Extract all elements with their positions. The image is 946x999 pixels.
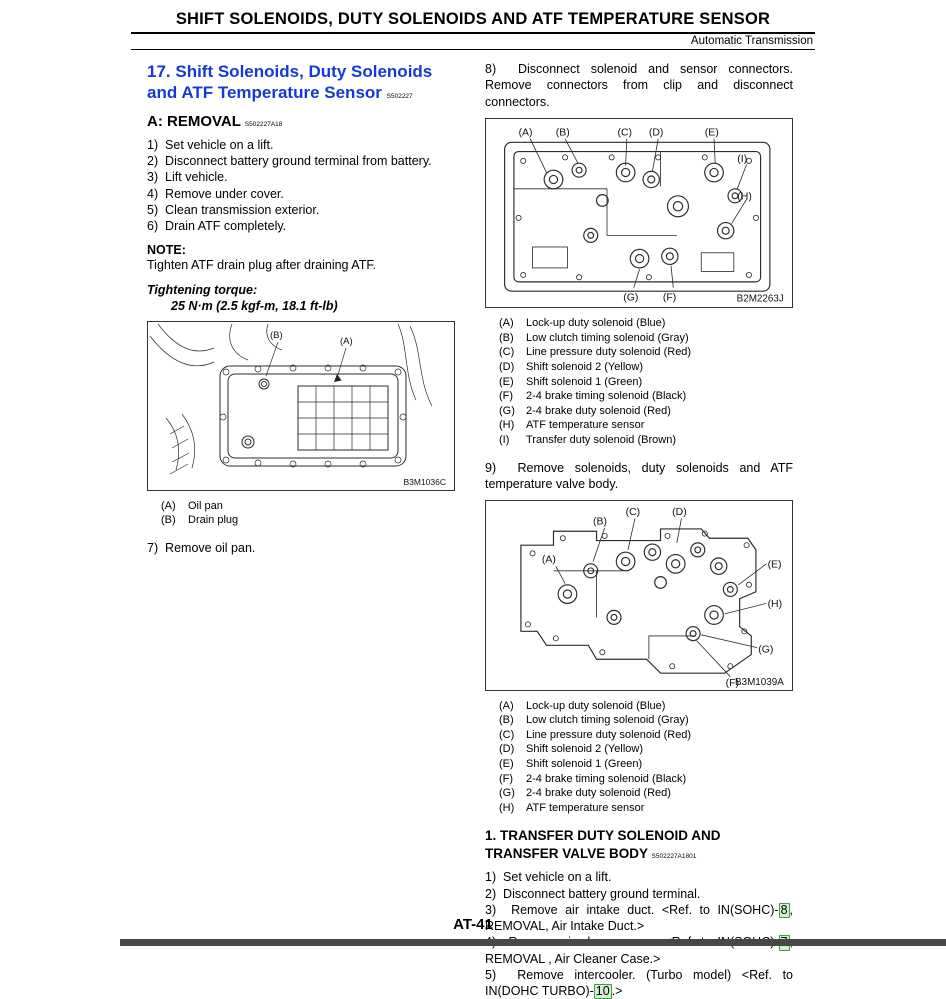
page-title: SHIFT SOLENOIDS, DUTY SOLENOIDS AND ATF TEMPERATURE SENSOR: [175, 10, 771, 28]
note-label: NOTE:: [147, 243, 186, 258]
ref-link-insohc-8[interactable]: 8: [780, 902, 788, 917]
legend-row: [499, 331, 793, 346]
legend-row: [499, 433, 793, 448]
legend-row: [499, 404, 793, 419]
legend-key: (C): [499, 346, 515, 359]
section-heading-text: 17. Shift Solenoids, Duty Solenoids and ATF Temperature Sensor: [147, 62, 433, 103]
valve-body-figure-1: [485, 118, 793, 308]
legend-label: Transfer duty solenoid (Brown): [526, 433, 676, 446]
valve-body-drawing-1: [486, 119, 792, 307]
step-item: 7) Remove oil pan.: [147, 540, 256, 555]
legend-row: [499, 772, 793, 787]
legend-key: (F): [499, 390, 514, 403]
legend-row: [499, 757, 793, 772]
legend-key: (A): [161, 499, 176, 512]
legend-key: (H): [499, 419, 515, 432]
legend-key: (G): [499, 787, 515, 800]
legend-row: [499, 345, 793, 360]
transfer-steps: [485, 869, 797, 999]
legend-row: [499, 316, 793, 331]
removal-code: S502227A18: [244, 120, 283, 128]
legend-key: (A): [499, 317, 514, 330]
two-column-body: [131, 50, 815, 999]
callout: (C): [625, 507, 641, 519]
page-number: AT-41: [453, 916, 493, 933]
legend-row: [161, 513, 455, 528]
legend-key: (H): [499, 801, 515, 814]
legend-label: Low clutch timing solenoid (Gray): [526, 331, 689, 344]
legend-label: Lock-up duty solenoid (Blue): [526, 699, 666, 712]
callout: (H): [737, 191, 752, 203]
callout: (B): [555, 127, 570, 139]
removal-heading-text: A: REMOVAL: [147, 112, 241, 130]
step-item: 6) Drain ATF completely.: [147, 219, 287, 234]
step-text: .>: [611, 984, 623, 999]
step-item: 2) Disconnect battery ground terminal.: [485, 886, 701, 901]
oil-pan-drawing: [148, 322, 454, 490]
transfer-section-code: S502227A1801: [651, 852, 697, 860]
legend-label: 2-4 brake duty solenoid (Red): [526, 404, 671, 417]
valve-body-legend-1: [499, 316, 793, 447]
figure-code: B3M1036C: [403, 476, 446, 487]
legend-row: [499, 389, 793, 404]
step-item: 9) Remove solenoids, duty solenoids and ATF temperature valve body.: [485, 460, 797, 491]
step-item: 4) Remove under cover.: [147, 186, 284, 201]
callout: (F): [725, 678, 740, 690]
step-item: 1) Set vehicle on a lift.: [485, 870, 612, 885]
page-content: [131, 0, 815, 999]
legend-label: Low clutch timing solenoid (Gray): [526, 714, 689, 727]
legend-label: Shift solenoid 2 (Yellow): [526, 743, 643, 756]
legend-row: [161, 499, 455, 514]
legend-label: Shift solenoid 2 (Yellow): [526, 361, 643, 374]
legend-row: [499, 713, 793, 728]
legend-row: [499, 728, 793, 743]
step-item: 5) Clean transmission exterior.: [147, 202, 320, 217]
legend-key: (I): [499, 433, 510, 446]
legend-key: (B): [499, 331, 514, 344]
step-item: 8) Disconnect solenoid and sensor connectors. Remove connectors from clip and disconnect connectors.: [485, 62, 797, 109]
legend-key: (E): [499, 375, 514, 388]
legend-label: Shift solenoid 1 (Green): [526, 757, 643, 770]
callout: (E): [767, 559, 782, 571]
legend-key: (A): [499, 699, 514, 712]
legend-label: 2-4 brake timing solenoid (Black): [526, 772, 687, 785]
legend-label: Shift solenoid 1 (Green): [526, 375, 643, 388]
right-column: [485, 61, 797, 999]
figure-code: B3M1039A: [734, 676, 784, 688]
legend-label: ATF temperature sensor: [526, 801, 645, 814]
legend-row: [499, 801, 793, 816]
legend-label: Lock-up duty solenoid (Blue): [526, 317, 666, 330]
callout: (G): [623, 292, 639, 304]
legend-key: (G): [499, 404, 515, 417]
valve-body-figure-2: [485, 500, 793, 690]
callout: (C): [617, 127, 633, 139]
legend-label: ATF temperature sensor: [526, 419, 645, 432]
valve-body-drawing-2: [486, 501, 792, 689]
legend-row: [499, 699, 793, 714]
legend-row: [499, 786, 793, 801]
legend-label: Oil pan: [188, 499, 223, 512]
callout: (I): [737, 153, 748, 165]
removal-heading: [147, 113, 455, 130]
legend-label: Line pressure duty solenoid (Red): [526, 728, 692, 741]
note-text: Tighten ATF drain plug after draining ATF.: [147, 258, 377, 273]
transfer-section-heading: [485, 827, 793, 862]
step-item: 3) Lift vehicle.: [147, 170, 228, 185]
step-text: 3) Remove air intake duct. <Ref. to IN(SOHC)-: [485, 902, 779, 917]
callout: (H): [767, 598, 783, 610]
removal-steps: [147, 137, 455, 235]
legend-key: (B): [161, 514, 176, 527]
section-code: S502227: [386, 93, 413, 101]
legend-label: 2-4 brake timing solenoid (Black): [526, 390, 687, 403]
legend-key: (E): [499, 757, 514, 770]
oil-pan-figure: [147, 321, 455, 491]
valve-body-legend-2: [499, 699, 793, 816]
legend-key: (D): [499, 361, 515, 374]
callout: (G): [758, 644, 774, 656]
figure-code: B2M2263J: [736, 293, 784, 305]
legend-row: [499, 360, 793, 375]
callout: (A): [541, 554, 556, 566]
callout-a: (A): [340, 335, 353, 347]
legend-label: 2-4 brake duty solenoid (Red): [526, 787, 671, 800]
step-text: , REMOVAL, Air Intake Duct.>: [485, 902, 797, 934]
legend-row: [499, 418, 793, 433]
section-heading: [147, 61, 455, 104]
oil-pan-legend: [161, 499, 455, 528]
callout: (D): [648, 127, 664, 139]
step-text: REMOVAL , Air Cleaner Case.>: [485, 951, 661, 966]
page-subtitle: Automatic Transmission: [690, 35, 813, 47]
callout-b: (B): [270, 329, 283, 341]
legend-key: (F): [499, 772, 514, 785]
ref-link-indohcturbo-10[interactable]: 10: [595, 984, 610, 999]
step-text: 5) Remove intercooler. (Turbo model) <Ref. to IN(DOHC TURBO)-: [485, 967, 797, 999]
callout: (E): [704, 127, 719, 139]
legend-key: (D): [499, 743, 515, 756]
legend-label: Drain plug: [188, 514, 239, 527]
torque-value: 25 N·m (2.5 kgf-m, 18.1 ft-lb): [171, 298, 338, 313]
callout: (D): [672, 507, 687, 519]
legend-row: [499, 742, 793, 757]
torque-label: Tightening torque:: [147, 282, 258, 297]
callout: (F): [662, 292, 677, 304]
left-column: [147, 61, 455, 999]
callout: (A): [518, 127, 533, 139]
callout: (B): [593, 516, 608, 528]
legend-key: (B): [499, 714, 514, 727]
legend-label: Line pressure duty solenoid (Red): [526, 346, 692, 359]
legend-row: [499, 375, 793, 390]
scan-edge-bar: [120, 939, 946, 946]
step-item: [485, 967, 797, 999]
step-item: 1) Set vehicle on a lift.: [147, 137, 274, 152]
step-item: 2) Disconnect battery ground terminal from battery.: [147, 154, 432, 169]
transfer-heading-text: 1. TRANSFER DUTY SOLENOID AND TRANSFER VALVE BODY: [485, 828, 721, 861]
legend-key: (C): [499, 728, 515, 741]
